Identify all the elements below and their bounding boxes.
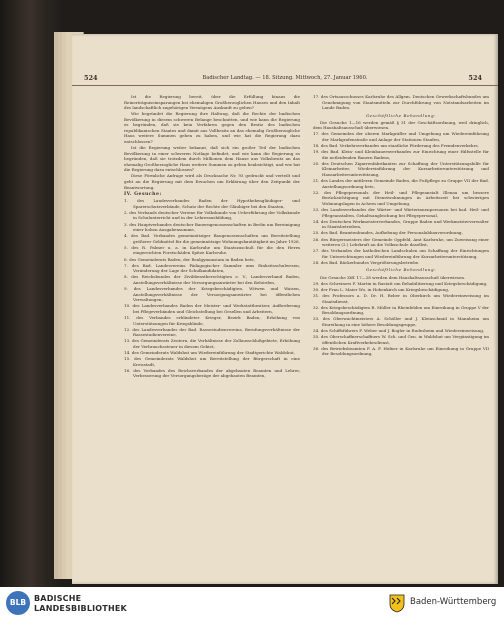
paragraph: 9. des Landesverbandes der Kriegsbeschädigten, Witwen und Waisen, Anstellungsverhältnisse der Versorgungsanwärter bei öffentlichen Verwaltungen, xyxy=(124,286,300,303)
paragraph: 33. des Oberwachtmeisters A. Schöller und J. Kleinschmid in Mannheim um Einreihung in eine höhere Besoldungsgruppe, xyxy=(313,316,489,327)
paragraph: 17. des Ortsausschusses Karlsruhe des Allgem. Deutschen Gewerkschaftsbundes um Genehmigung von Staatsmitteln zur Durchführung von Notstandsarbeiten im Lande Baden. xyxy=(313,94,489,111)
paragraph: 34. des Schiffsführers F. Weber und J. Bogler in Rudesheim und Wiedereinweisung, xyxy=(313,328,485,334)
paragraph: 2. des Verbands deutscher Vereine für Volkskunde von Ueberführung der Volkskunde in Schulunterricht und in der Lehrerausbildung, xyxy=(124,209,300,221)
paragraph: 10. des Landesverbandes Baden der Meister- und Werkstattbesitzer, Aufforderung bei Pflegeverbänden und Gleichstellung bei Gesellen und Arbeitern, xyxy=(124,303,300,314)
paragraph: 35. des Oberschaffnerschaffners W. Sch. und Gen. in Waldshut um Vergünstigung im öffentlichen Kraftverkehrsdienst, xyxy=(313,334,489,345)
page-number-left: 524 xyxy=(84,74,98,82)
paragraph: 29. des Schreiners F. Martin in Rastatt um Rehabilitierung und Kriegsbeschädigung, xyxy=(313,280,488,286)
paragraph: 24. des Deutschen Werkmeisterverbandes, Gruppe Baden und Werkmeisterverwalter in Staatsbetrieben, xyxy=(313,218,489,230)
blb-logo-text: BLB xyxy=(9,598,27,607)
paragraph: 4. des Bad. Verbandes gemeinnütziger Baugenossenschaften um Bereitstellung größerer Geldmittel für die gemeinnützige Wohnungsbautätigkeit im Jahre 1926, xyxy=(124,233,300,244)
baden-wuerttemberg-crest-icon[interactable] xyxy=(388,593,406,613)
paragraph: 21. des Landes der mittleren Gemeinde Baden, die Fußpflege zu Gruppe VII der Bad. Anstellungsordnung betr., xyxy=(313,178,489,189)
paragraph: 20. des Deutschen Zigarrenfabrikanten zur Schaffung der Unterstützungshilfe für Kleinarbeiter, Wiedereinführung der Kurzarbeiterunterstützung und Hausarbeiterunterstützung, xyxy=(313,160,489,177)
document-page xyxy=(72,34,498,584)
paragraph: 1. des Landesverbandes Baden der Hypothekengläubiger- und Sparerschutzverbände, Schutz der Rechte der Gläubiger bei den Staaten, xyxy=(124,198,300,209)
paragraph: 25. des Bad. Beamtenbundes, Aufhebung der Personalabbauverordnung, xyxy=(313,230,463,236)
paragraph: 6. des Gemeinderats Baden, der Realgymnasium in Baden betr., xyxy=(124,256,256,262)
paragraph: 36. des Betriebsbeamten F. A. F. Höfner in Karlsruhe um Einreihung in Gruppe VII der Besoldungsordnung, xyxy=(313,345,489,357)
paragraph: 22. des Pflegepersonals der Heil- und Pflegeanstalt Illenau um bessere Berücksichtigung mit Dienstwohnungen in Arbeitszeit bei schwierigen Wohnungslagen in Achern und Umgebung, xyxy=(313,189,489,206)
paragraph: 12. des Landesverbandes der Bad. Rassestudienvereins, Berufungsverhältnisse der Rassestudienvereine, xyxy=(124,326,300,338)
paragraph: 31. des Professors a. D. Dr. H. Reber in Oberkirch um Wiedereinweisung im Staatsdienst, xyxy=(313,292,489,304)
left-text-column xyxy=(124,94,300,380)
subsection-heading: Geschäftliche Behandlung: xyxy=(365,112,437,118)
paragraph: 7. des Bad. Landesvereins Pädagogischer Sammler ums Einheitsschulwesen, Veränderung der Lage der Schulkandidaten, xyxy=(124,262,300,274)
page-number-right: 524 xyxy=(468,74,482,82)
library-name-line2[interactable]: LANDESBIBLIOTHEK xyxy=(34,604,127,613)
paragraph: 23. des Landesverbandes der Wärter- und Wärterinnenpersonen bei bad. Heil- und Pflegeanstalten, Gehaltsangleichung bei Pflegepersonal, xyxy=(313,207,489,218)
paragraph: 30. der Frau L. Maier Wo. in Hohenkirch um Kriegsbeschädigung, xyxy=(313,286,450,292)
right-text-column xyxy=(313,94,489,358)
paragraph: 18. des Bad. Verkehrsverbandes um staatliche Förderung des Fremdenverkehrs, xyxy=(313,143,479,149)
paragraph: 16. des Verbandes des Reichsverbandes der abgebauten Beamten und Lehrer, Verbesserung der Versorgungsbezüge der abgebauten Beamten, xyxy=(124,367,300,379)
paragraph: 32. des Kriegsbeschädigten R. Müller in Rheinfelden um Einreihung in Gruppe V der Besoldungsordnung, xyxy=(313,304,489,316)
paragraph: 8. des Reichsbundes der Zivildienstberechtigten e. V., Landesverband Baden, Anstellungsverhältnisse der Versorgungsanwärter bei den Behörden, xyxy=(124,274,300,285)
paragraph: 13. des Gemeinderats Zeutern, die Verhältnisse der Zollausschlußgebiete, Erhöhung der Verbrauchssteuer in diesem Gebiet, xyxy=(124,338,300,349)
paragraph: 26. des Bürgermeisters der Gemeinde Oppfeld, Amt Karlsruhe, um Zuweisung einer weiteren (2.) Lehrkraft an die Volksschule daselbst, xyxy=(313,236,489,248)
running-header xyxy=(72,72,498,86)
running-head-title: Badischer Landtag. — 18. Sitzung. Mittwoch, 27. Januar 1960. xyxy=(202,75,368,81)
paragraph: Ist die Regierung weiter bekannt, daß sich ein großer Teil der badischen Bevölkerung in einer schweren Notlage befindet, und wie kann die Regierung es begründen, daß sie trotzdem durch Millionen dem Hause aus Volksbesitz an das ehemalig Großherzogliche Haus weitere Summen zu geben beabsichtigt, und wie hat die Regierung dazu entschlossen? xyxy=(124,145,300,173)
paragraph: 27. des Verbandes der katholischen Landschulen um Schaffung der Einrichtungen für Unterrichtungen und Wiedereinführung der Kurzarbeiterunterstützung, xyxy=(313,248,489,259)
paragraph: 11. des Verbandes erblindeter Krieger, Bezirk Baden, Erhöhung von Unterstützungen für Kriegsblinde, xyxy=(124,315,300,326)
paragraph: 15. des Gemeinderats Waldshut um Bereitstellung der Bürgerschaft in eine Kreisstadt, xyxy=(124,356,300,367)
paragraph: Die Gesuche Ziff. 17—28 werden dem Haushaltsausschuß überwiesen. xyxy=(320,274,466,280)
library-name-line1[interactable]: BADISCHE xyxy=(34,594,82,603)
subsection-heading: Geschäftliche Behandlung: xyxy=(365,267,437,273)
paragraph: Wie begründet die Regierung ihre Haltung, daß die Rechte der badischen Bevölkerung in diesem schweren Belange beschnitten, und wie kann die Regierung es begründen, daß sie kein Verfahren gegen den Besitz des badischen republikanischen Staates und damit aus Vollbesitz an das ehemalig Großherzogliche Haus weitere Summen geben zu haben, und wie hat die Regierung dazu entschlossen? xyxy=(124,111,300,144)
paragraph: Diese Förmliche Anfrage wird als Drucksache Nr. 93 gedruckt und verteilt und geht an die Regierung mit dem Ersuchen um Erklärung über den Zeitpunkt der Beantwortung. xyxy=(124,173,300,190)
paragraph: 3. des Hauptverbandes deutscher Bauerngenossenschaften in Berlin um Bereinigung einer hohen Ausgabensumme, xyxy=(124,221,300,233)
section-heading: IV. Gesuche: xyxy=(124,191,162,197)
paragraph: 14. des Gemeinderats Waldshut um Wiedereinführung der Stadtgerichte Waldshut, xyxy=(124,350,295,356)
paragraph: Ist die Regierung bereit, über die Erfüllung hinaus die Reinerträgniseinsparungen bei ehemaligen Großherzoglichen Hauses und den Inhalt des landschaftlich zugehörigen Vermögens Auskunft zu geben? xyxy=(124,94,300,111)
paragraph: Die Gesuche 1—16 werden gemäß § 31 der Geschäftsordnung, weil dringlich, dem Haushaltsausschuß überwiesen. xyxy=(313,119,489,131)
state-label[interactable]: Baden-Württemberg xyxy=(410,597,497,607)
paragraph: 19. des Bad. Klein- und Kleinbauernverbandes zur Einrichtung einer Hilfsstelle für die notleidenden Bauern Badens, xyxy=(313,149,489,160)
footer-bar xyxy=(0,587,504,619)
paragraph: 5. des R. Palmer u. a. in Karlsruhe um Staatszuschuß für die den Herrn eingereichten Forstschäden Spitze Karlsruhe, xyxy=(124,244,300,256)
paragraph: 17. des Gemeinden der oberen Markgräfler und Umgebung um Wiedereinführung der Markgrafenstraße und Anlage der Stationen Staufen, xyxy=(313,131,489,142)
paragraph: 28. des Bad. Bäckerbundes Vergrößerungsbetriebe. xyxy=(313,259,420,265)
